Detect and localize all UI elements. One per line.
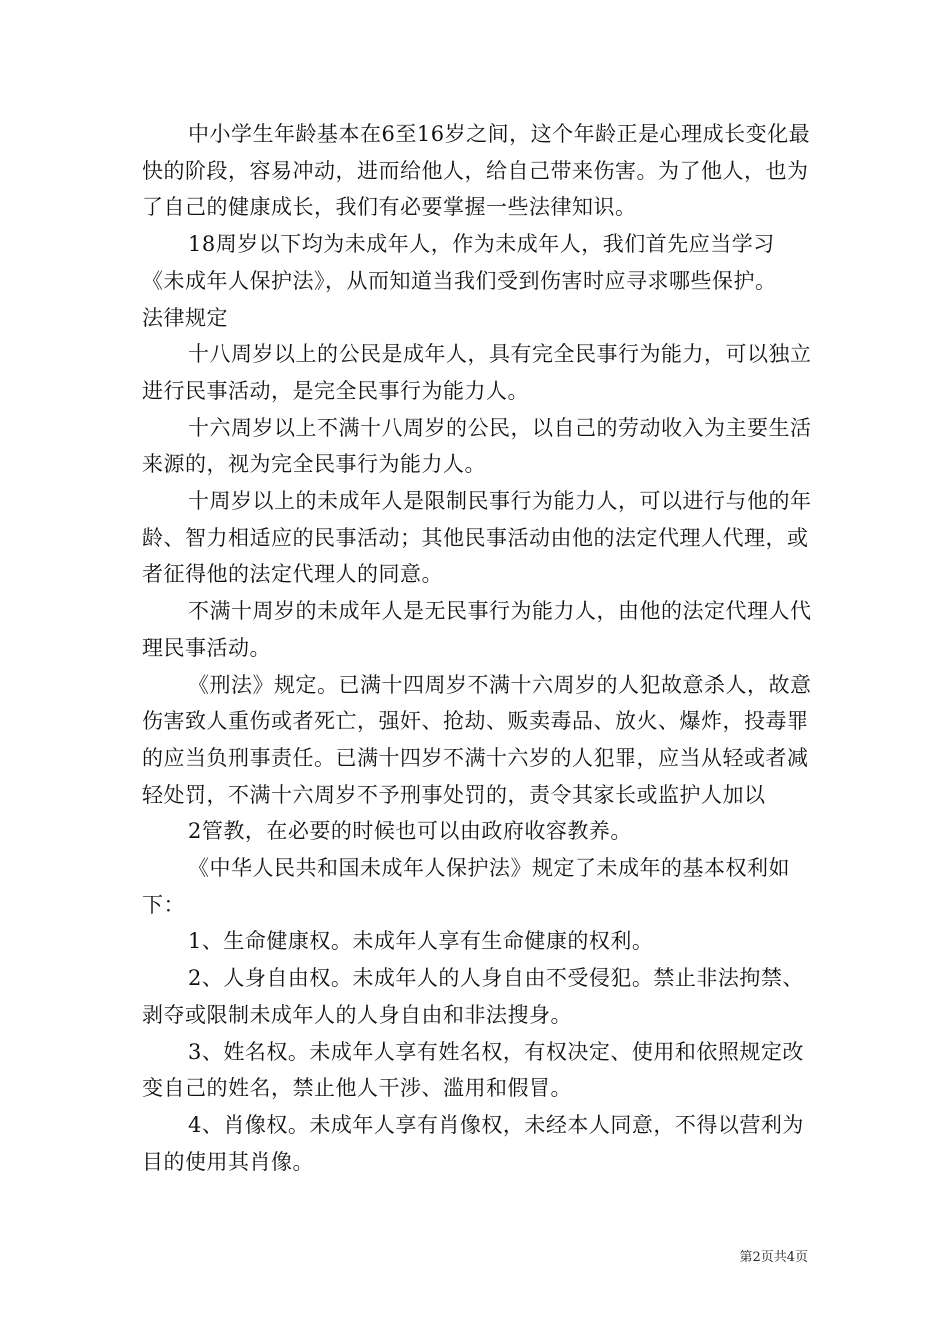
list-item-right-life-health: 1、生命健康权。未成年人享有生命健康的权利。	[188, 929, 654, 954]
section-heading-legal-provisions: 法律规定	[142, 305, 228, 330]
paragraph-adult: 十八周岁以上的公民是成年人，具有完全民事行为能力，可以独立进行民事活动，是完全民事行为能力人。	[142, 342, 812, 403]
document-body	[142, 116, 816, 1180]
paragraph-no-capacity: 不满十周岁的未成年人是无民事行为能力人，由他的法定代理人代理民事活动。	[142, 599, 812, 660]
paragraph-criminal-law: 《刑法》规定。已满十四周岁不满十六周岁的人犯故意杀人，故意伤害致人重伤或者死亡，强奸、抢劫、贩卖毒品、放火、爆炸，投毒罪的应当负刑事责任。已满十四岁不满十六岁的人犯罪，应当从轻或者减轻处罚，不满十六周岁不予刑事处罚的，责令其家长或监护人加以	[142, 672, 812, 807]
paragraph-minor-definition: 18周岁以下均为未成年人，作为未成年人，我们首先应当学习《未成年人保护法》，从而知道当我们受到伤害时应寻求哪些保护。	[142, 232, 777, 293]
paragraph-intro: 中小学生年龄基本在6至16岁之间，这个年龄正是心理成长变化最快的阶段，容易冲动，进而给他人，给自己带来伤害。为了他人，也为了自己的健康成长，我们有必要掌握一些法律知识。	[142, 122, 811, 220]
paragraph-sixteen-to-eighteen: 十六周岁以上不满十八周岁的公民，以自己的劳动收入为主要生活来源的，视为完全民事行为能力人。	[142, 415, 812, 477]
paragraph-limited-capacity: 十周岁以上的未成年人是限制民事行为能力人，可以进行与他的年龄、智力相适应的民事活动；其他民事活动由他的法定代理人代理，或者征得他的法定代理人的同意。	[142, 489, 812, 587]
list-item-right-personal-freedom: 2、人身自由权。未成年人的人身自由不受侵犯。禁止非法拘禁、剥夺或限制未成年人的人身自由和非法搜身。	[142, 966, 804, 1027]
paragraph-rights-intro: 《中华人民共和国未成年人保护法》规定了未成年的基本权利如下：	[142, 856, 790, 917]
list-item-right-portrait: 4、肖像权。未成年人享有肖像权，未经本人同意，不得以营利为目的使用其肖像。	[142, 1112, 804, 1174]
list-item-right-name: 3、姓名权。未成年人享有姓名权，有权决定、使用和依照规定改变自己的姓名，禁止他人干涉、滥用和假冒。	[142, 1039, 804, 1101]
paragraph-discipline: 2管教，在必要的时候也可以由政府收容教养。	[188, 819, 632, 844]
page-number-footer: 第2页共4页	[739, 1250, 808, 1265]
